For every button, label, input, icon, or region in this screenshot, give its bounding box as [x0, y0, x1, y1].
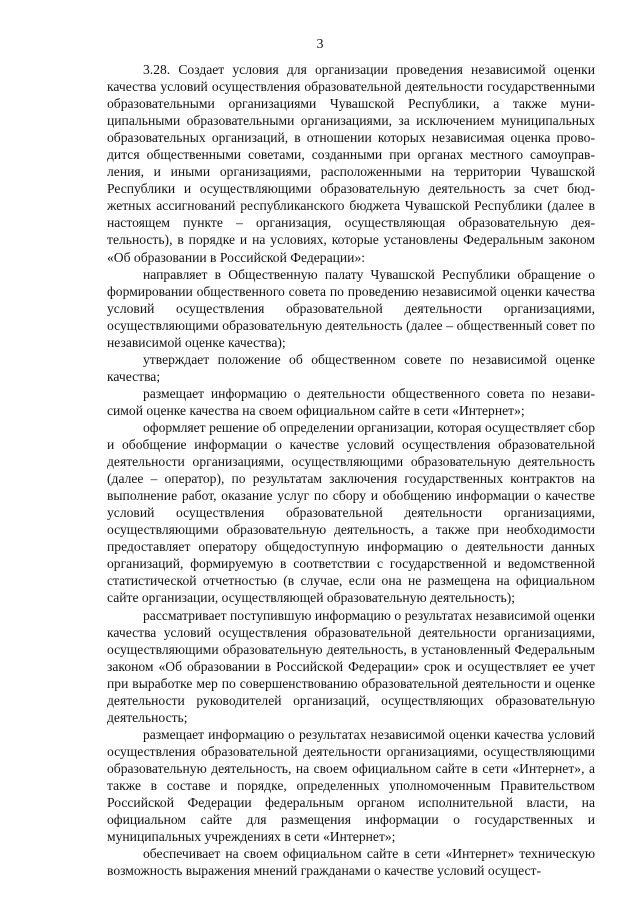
- paragraph-approves-regulation: утверждает положение об общественном совете по независимой оценке качества;: [107, 351, 595, 384]
- paragraph-posts-council-info: размещает информацию о деятельности общественного совета по независимой оценке качества на своем официальном сайте в сети «Интернет»;: [107, 385, 595, 418]
- paragraph-sends-appeal: направляет в Общественную палату Чувашской Республики обращение о формировании общественного совета по проведению независимой оценки качества условий осуществления образовательной деятельности организациями, осуществляющими образовательную деятельность (далее – общественный совет по независимой оценке качества);: [107, 266, 595, 350]
- paragraph-reviews-results: рассматривает поступившую информацию о результатах независимой оценки качества условий осуществления образовательной деятельности организациями, осуществляющими образовательную деятельность, в установленный Федеральным законом «Об образовании в Российской Федерации» срок и осуществляет ее учет при выработке мер по совершенствованию образовательной деятельности и оценке деятельности руководителей организаций, осуществляющих образовательную деятельность;: [107, 607, 595, 725]
- paragraph-3-28: 3.28. Создает условия для организации проведения независимой оценки качества условий осуществления образовательной деятельности государственными образовательными организациями Чувашской Республики, а также муниципальными образовательными организациями, за исключением муниципальных образовательных организаций, в отношении которых независимая оценка проводится общественными советами, созданными при органах местного самоуправления, и иными организациями, расположенными на территории Чувашской Республики и осуществляющими образовательную деятельность за счет бюджетных ассигнований республиканского бюджета Чувашской Республики (далее в настоящем пункте – организация, осуществляющая образовательную деятельность), в порядке и на условиях, которые установлены Федеральным законом «Об образовании в Российской Федерации»:: [107, 62, 595, 265]
- paragraph-operator-decision: оформляет решение об определении организации, которая осуществляет сбор и обобщение информации о качестве условий осуществления образовательной деятельности организациями, осуществляющими образовательную деятельность (далее – оператор), по результатам заключения государственных контрактов на выполнение работ, оказание услуг по сбору и обобщению информации о качестве условий осуществления образовательной деятельности организациями, осуществляющими образовательную деятельность, а также при необходимости предоставляет оператору общедоступную информацию о деятельности данных организаций, формируемую в соответствии с государственной и ведомственной статистической отчетностью (в случае, если она не размещена на официальном сайте организации, осуществляющей образовательную деятельность);: [107, 419, 595, 606]
- page-number: 3: [316, 37, 324, 52]
- paragraph-posts-results: размещает информацию о результатах независимой оценки качества условий осуществления образовательной деятельности организациями, осуществляющими образовательную деятельность, на своем официальном сайте в сети «Интернет», а также в составе и порядке, определенных уполномоченным Правительством Российской Федерации федеральным органом исполнительной власти, на официальном сайте для размещения информации о государственных и муниципальных учреждениях в сети «Интернет»;: [107, 726, 595, 845]
- document-body: [107, 61, 595, 879]
- paragraph-provides-feedback: обеспечивает на своем официальном сайте в сети «Интернет» техническую возможность выражения мнений гражданами о качестве условий осущест-: [107, 846, 595, 879]
